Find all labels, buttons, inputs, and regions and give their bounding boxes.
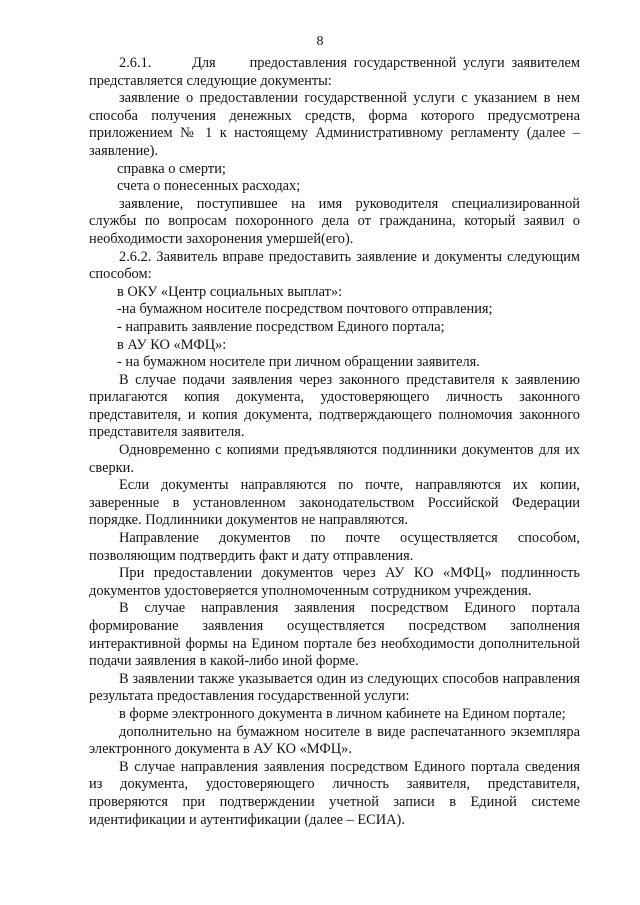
paragraph: При предоставлении документов через АУ КО «МФЦ» подлинность документов удостоверяется уполномоченным сотрудником учреждения. (89, 565, 580, 599)
paragraph: Одновременно с копиями предъявляются подлинники документов для их сверки. (89, 442, 580, 476)
paragraph: в ОКУ «Центр социальных выплат»: (117, 283, 343, 300)
paragraph: В случае направления заявления посредством Единого портала сведения из документа, удостоверяющего личность заявителя, представителя, проверяются при подтверждении учетной записи в Единой системе идентификации и аутентификации (далее – ЕСИА). (89, 758, 580, 828)
paragraph: в АУ КО «МФЦ»: (117, 336, 227, 353)
paragraph: справка о смерти; (117, 160, 226, 177)
paragraph: заявление о предоставлении государственной услуги с указанием в нем способа получения денежных средств, форма которого предусмотрена приложением № 1 к настоящему Административному регламенту (далее – заявление). (89, 90, 580, 159)
paragraph: заявление, поступившее на имя руководителя специализированной службы по вопросам похоронного дела от гражданина, который заявил о необходимости захоронения умершей(его). (89, 195, 580, 247)
paragraph: В заявлении также указывается один из следующих способов направления результата предоставления государственной услуги: (89, 670, 580, 705)
paragraph: дополнительно на бумажном носителе в виде распечатанного экземпляра электронного документа в АУ КО «МФЦ». (89, 723, 580, 758)
paragraph: В случае подачи заявления через законного представителя к заявлению прилагаются копия документа, удостоверяющего личность законного представителя, и копия документа, подтверждающего полномочия законного представителя заявителя. (89, 371, 580, 441)
page-number: 8 (316, 34, 324, 49)
paragraph: Если документы направляются по почте, направляются их копии, заверенные в установленном законодательством Российской Федерации порядке. Подлинники документов не направляются. (89, 477, 580, 529)
paragraph: -на бумажном носителе посредством почтового отправления; (117, 301, 493, 318)
document-body (89, 55, 580, 829)
paragraph: Направление документов по почте осуществляется способом, позволяющим подтвердить факт и дату отправления. (89, 530, 580, 564)
paragraph: в форме электронного документа в личном кабинете на Едином портале; (119, 705, 566, 722)
paragraph: 2.6.2. Заявитель вправе предоставить заявление и документы следующим способом: (89, 248, 580, 283)
paragraph: счета о понесенных расходах; (117, 178, 301, 195)
paragraph: - на бумажном носителе при личном обращении заявителя. (117, 354, 480, 371)
paragraph: 2.6.1. Для предоставления государственной услуги заявителем представляется следующие документы: (89, 55, 580, 89)
paragraph: - направить заявление посредством Единого портала; (117, 318, 445, 335)
paragraph: В случае направления заявления посредством Единого портала формирование заявления осуществляется посредством заполнения интерактивной формы на Едином портале без необходимости дополнительной подачи заявления в какой-либо иной форме. (89, 600, 580, 670)
